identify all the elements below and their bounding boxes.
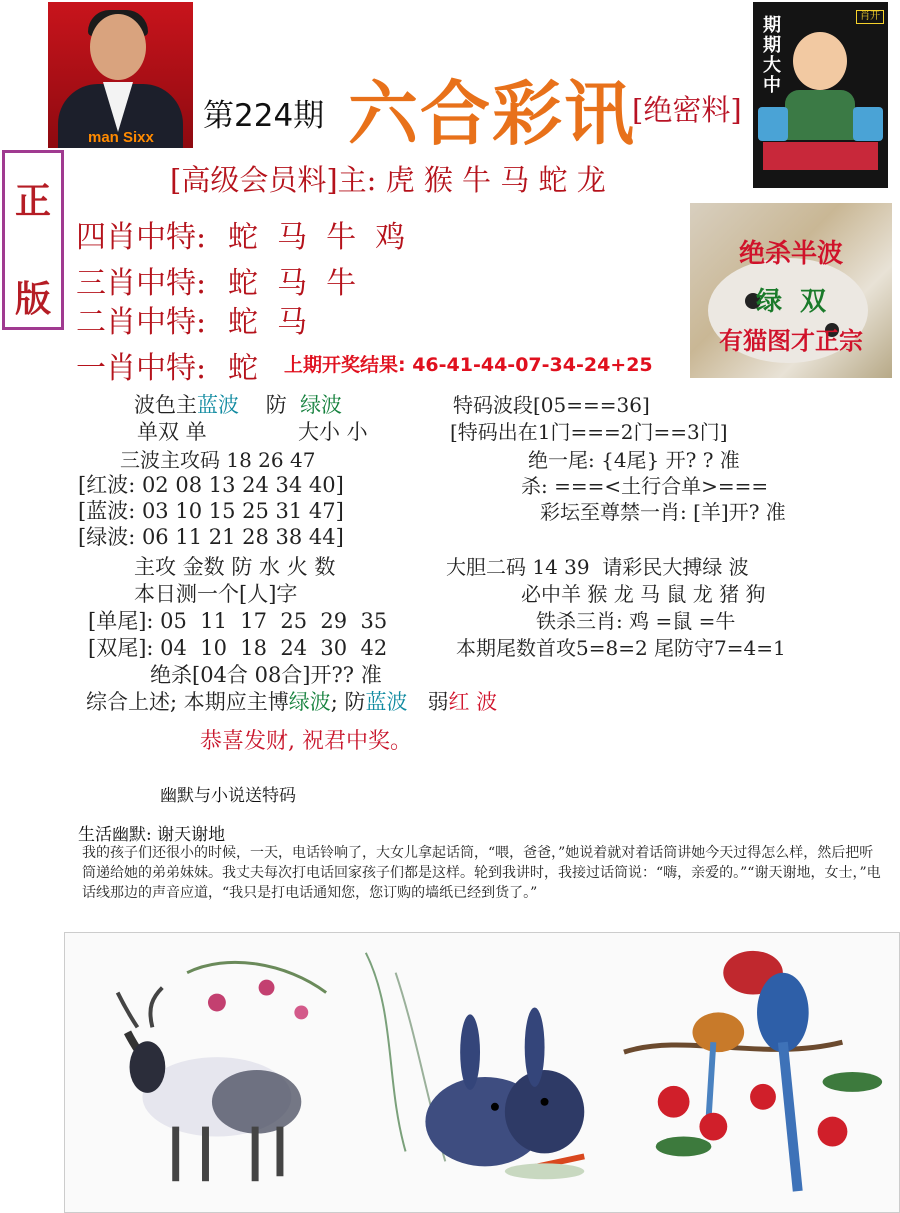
- one-tail: 绝一尾: {4尾} 开? ? 准: [528, 448, 740, 472]
- pick-4-label: 四肖中特:: [76, 220, 207, 255]
- humor-title: 幽默与小说送特码: [160, 786, 296, 806]
- cartoon-sign: 肖开: [856, 10, 884, 24]
- summary-blue: 蓝波: [365, 690, 408, 714]
- paintings-strip: [64, 932, 900, 1213]
- cat-panel-line1: 绝杀半波: [738, 239, 843, 269]
- pick-3-label: 三肖中特:: [76, 266, 207, 301]
- main-attack: 主攻 金数 防 水 火 数: [134, 555, 336, 579]
- pick-1-label: 一肖中特:: [76, 351, 207, 386]
- blue-wave-numbers: [蓝波: 03 10 15 25 31 47]: [78, 499, 344, 523]
- single-tail: [单尾]: 05 11 17 25 29 35: [88, 609, 388, 633]
- green-wave-numbers: [绿波: 06 11 21 28 38 44]: [78, 525, 344, 549]
- cartoon-text: 期期大中: [763, 15, 781, 96]
- special-range: 特码波段[05===36]: [453, 393, 650, 417]
- must-hit: 必中羊 猴 龙 马 鼠 龙 猪 狗: [521, 582, 766, 606]
- pick-2-label: 二肖中特:: [76, 305, 207, 340]
- summary-line: [86, 686, 497, 716]
- pick-2-value: 蛇 马: [228, 305, 308, 340]
- red-wave-numbers: [红波: 02 08 13 24 34 40]: [78, 473, 344, 497]
- genuine-stamp: [2, 150, 64, 330]
- odd-even: 单双 单: [137, 420, 207, 444]
- cat-image-panel: [690, 203, 892, 378]
- summary-weak: 弱: [427, 690, 449, 714]
- last-result: 上期开奖结果: 46-41-44-07-34-24+25: [284, 354, 653, 376]
- pick-4-value: 蛇 马 牛 鸡: [228, 220, 406, 255]
- member-line: [高级会员料]主: 虎 猴 牛 马 蛇 龙: [170, 163, 606, 197]
- goat-painting: [118, 962, 327, 1181]
- wave-main-line: [134, 389, 342, 419]
- cat-panel-line3: 有猫图才正宗: [719, 326, 863, 355]
- wave-main-blue: 蓝波: [197, 393, 239, 417]
- page-title: 六合彩讯: [348, 72, 636, 155]
- story-text: 我的孩子们还很小的时候，一天，电话铃响了，大女儿拿起话筒，“喂，爸爸，”她说着就对着话筒讲她今天过得怎么样，然后把听筒递给她的弟弟妹妹。我丈夫每次打电话回家孩子们都是这样。轮到我讲时，我接过话筒说：“嗨，亲爱的。”“谢天谢地，女士，”电话线那边的声音应道，“我只是打电话通知您，您订购的墙纸已经到货了。”: [82, 845, 881, 901]
- portrait-logo: man Sixx: [88, 129, 154, 146]
- double-tail: [双尾]: 04 10 18 24 30 42: [88, 636, 388, 660]
- tail-attack: 本期尾数首攻5=8=2 尾防守7=4=1: [456, 636, 786, 660]
- summary-prefix: 综合上述; 本期应主博: [86, 690, 289, 714]
- summary-red: 红: [448, 690, 470, 714]
- wave-guard-prefix: 防: [265, 393, 287, 417]
- stamp-char-2: 版: [14, 278, 51, 320]
- issue-number: 第224期: [203, 98, 325, 134]
- portrait-photo: [48, 2, 193, 148]
- forbidden-zodiac: 彩坛至尊禁一肖: [羊]开? 准: [540, 500, 786, 524]
- special-door: [特码出在1门===2门==3门]: [450, 420, 728, 444]
- kill-element: 杀: ===<土行合单>===: [521, 474, 769, 498]
- bold-two-codes: 大胆二码 14 39 请彩民大搏绿 波: [446, 555, 749, 579]
- stamp-char-1: 正: [14, 180, 51, 222]
- cat-panel-line2: 绿 双: [755, 287, 827, 317]
- pick-1-value: 蛇: [228, 351, 258, 386]
- congrats: 恭喜发财, 祝君中奖。: [200, 729, 412, 754]
- iron-kill: 铁杀三肖: 鸡 =鼠 =牛: [536, 609, 736, 633]
- cartoon-image: [753, 2, 888, 188]
- kill-combo: 绝杀[04合 08合]开?? 准: [150, 663, 382, 687]
- one-char-test: 本日测一个[人]字: [134, 582, 298, 606]
- summary-mid: ; 防: [330, 690, 366, 714]
- summary-green: 绿波: [288, 690, 331, 714]
- wave-main-prefix: 波色主: [134, 393, 197, 417]
- page-subtitle: [绝密料]: [632, 93, 742, 127]
- pick-3-value: 蛇 马 牛: [228, 266, 357, 301]
- big-small: 大小 小: [298, 420, 368, 444]
- story-title: 生活幽默: 谢天谢地: [78, 825, 226, 845]
- wave-guard-green: 绿波: [300, 393, 343, 417]
- rabbit-painting: [366, 953, 584, 1179]
- summary-end: 波: [476, 690, 498, 714]
- birds-painting: [624, 951, 882, 1191]
- three-wave-codes: 三波主攻码 18 26 47: [120, 448, 316, 472]
